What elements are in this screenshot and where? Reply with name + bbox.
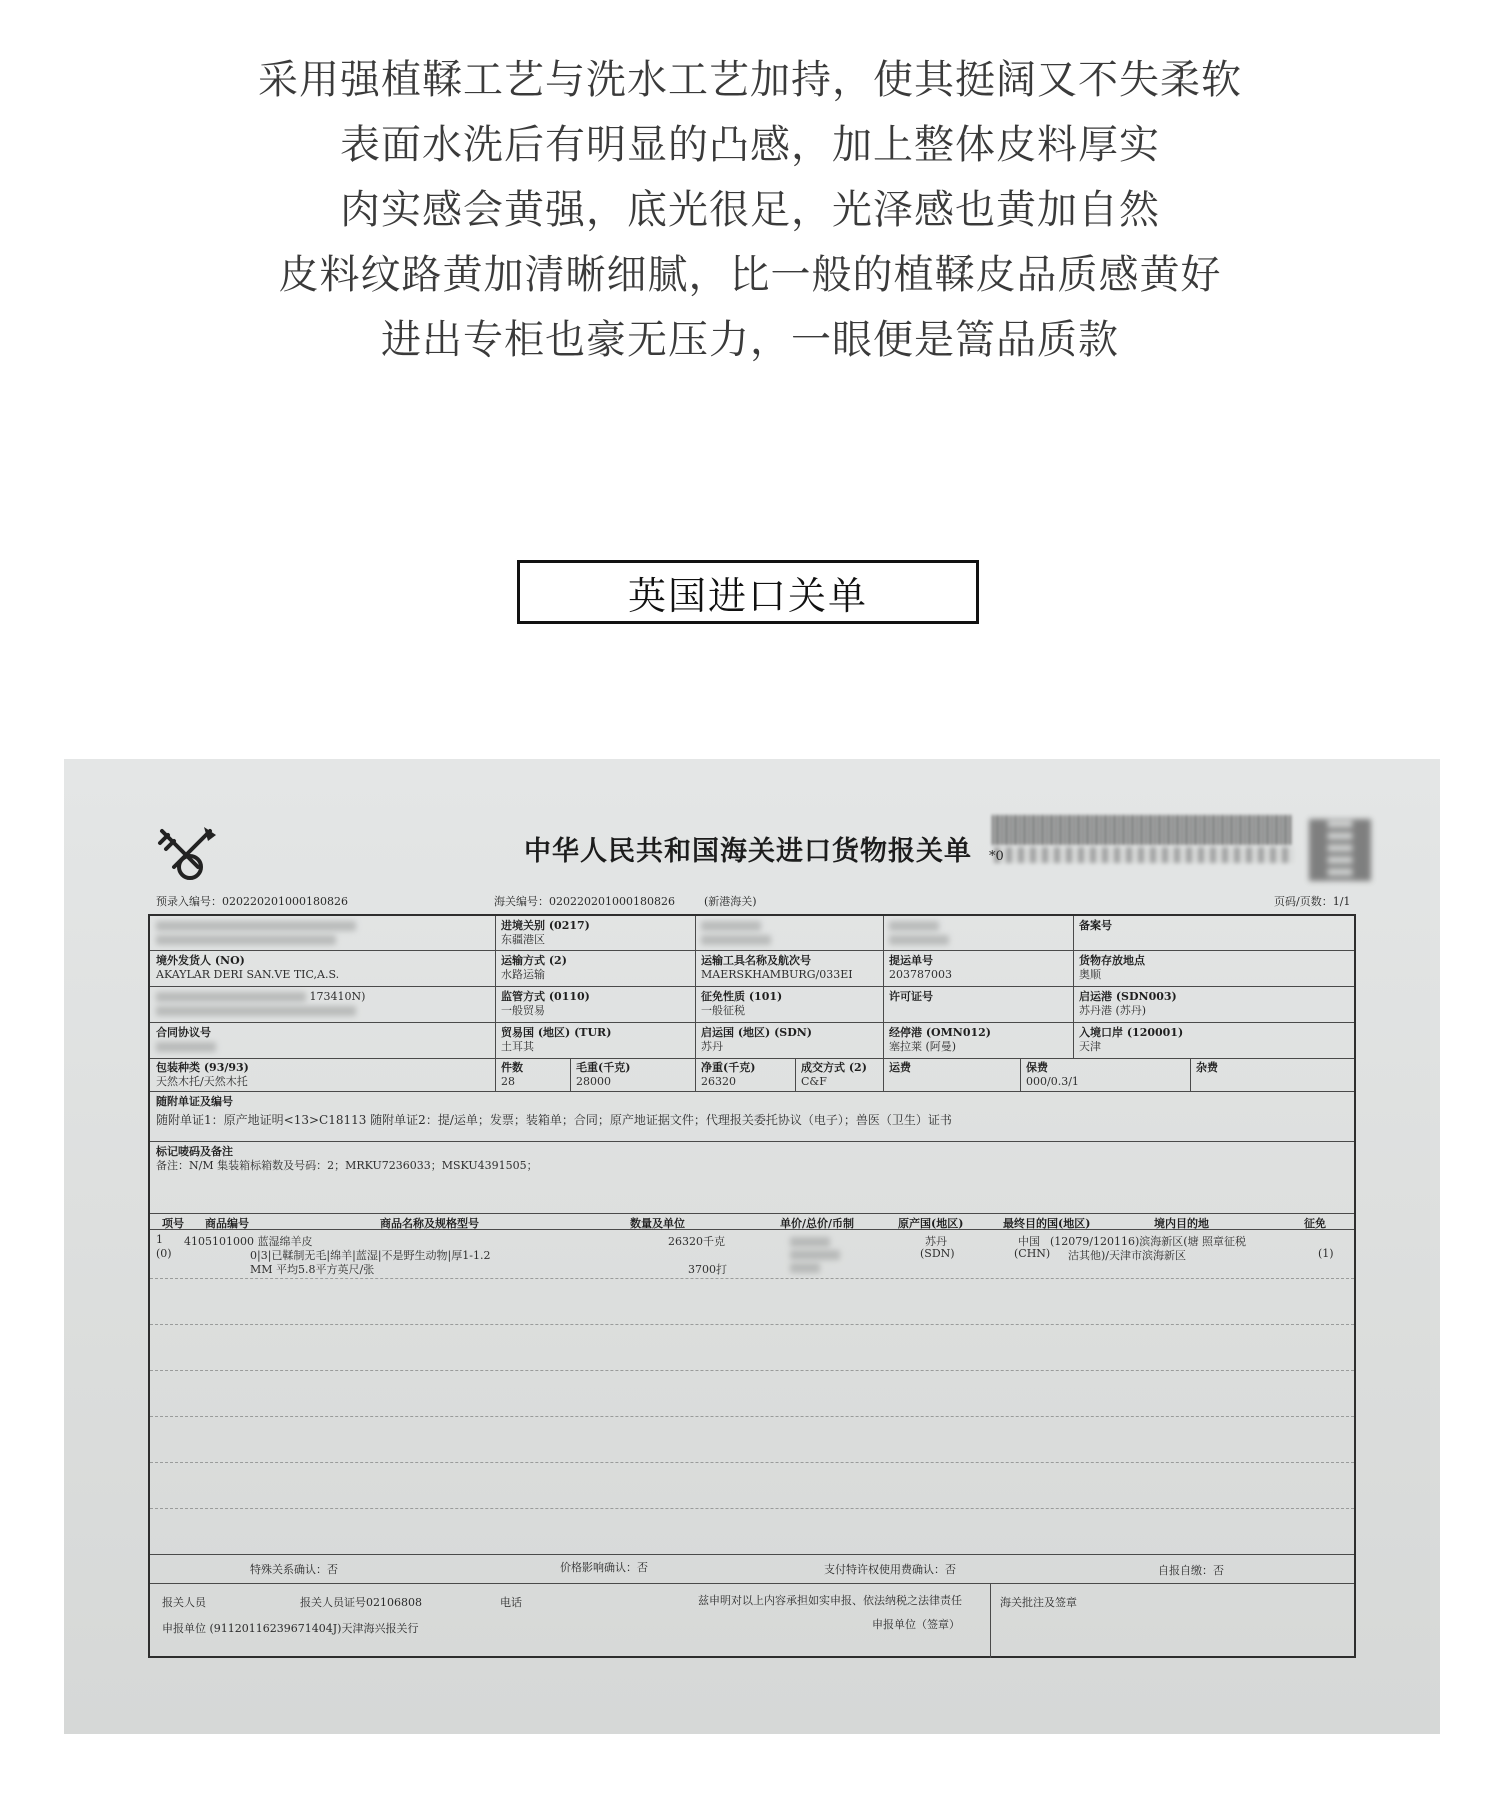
customs-declaration-document xyxy=(64,759,1440,1734)
supervision-mode-cell: 监管方式 (0110) 一般贸易 xyxy=(501,990,590,1017)
header-tax-exemption: 征免 xyxy=(1304,1217,1326,1230)
marks-remarks-cell: 标记唛码及备注 备注：N/M 集装箱标箱数及号码：2；MRKU7236033；MSKU4391505； xyxy=(156,1145,538,1172)
item-domestic-destination-2: 沽其他)/天津市滨海新区 xyxy=(1068,1249,1186,1262)
net-weight-cell: 净重(千克) 26320 xyxy=(701,1061,756,1088)
item-sub-number: (0) xyxy=(156,1247,172,1260)
consumer-unit-cell: 173410N) xyxy=(156,990,365,1018)
entry-port-cell: 入境口岸 (120001) 天津 xyxy=(1079,1026,1184,1053)
header-quantity-unit: 数量及单位 xyxy=(630,1217,685,1230)
customs-approval: 海关批注及签章 xyxy=(1000,1596,1077,1609)
origin-country-cell: 启运国 (地区) (SDN) 苏丹 xyxy=(701,1026,813,1053)
attached-documents-cell: 随附单证及编号 随附单证1：原产地证明<13>C18113 随附单证2：提/运单；发票；装箱单；合同；原产地证据文件；代理报关委托协议（电子）；兽医（卫生）证书 xyxy=(156,1095,952,1127)
deal-mode-cell: 成交方式 (2) C&F xyxy=(801,1061,867,1088)
transit-port-cell: 经停港 (OMN012) 塞拉莱 (阿曼) xyxy=(889,1026,992,1053)
trade-country-cell: 贸易国 (地区) (TUR) 土耳其 xyxy=(501,1026,612,1053)
freight-cell: 运费 xyxy=(889,1061,911,1074)
header-unit-price: 单价/总价/币制 xyxy=(780,1217,855,1230)
insurance-cell: 保费 000/0.3/1 xyxy=(1026,1061,1079,1088)
item-code-name: 4105101000 蓝湿绵羊皮 xyxy=(184,1235,313,1248)
self-declaration: 自报自缴：否 xyxy=(1158,1564,1224,1577)
intro-line: 采用强植鞣工艺与洗水工艺加持，使其挺阔又不失柔软 xyxy=(258,57,1242,103)
qr-code-icon xyxy=(1309,819,1371,881)
item-spec-line1: 0|3|已鞣制无毛|绵羊|蓝湿|不是野生动物|厚1-1.2 xyxy=(250,1249,491,1262)
entry-date-redacted xyxy=(701,919,771,947)
item-destination-code: (CHN) xyxy=(1014,1247,1051,1260)
intro-line: 皮料纹路黄加清晰细腻，比一般的植鞣皮品质感黄好 xyxy=(278,252,1222,298)
entry-customs-cell: 进境关别 (0217) 东疆港区 xyxy=(501,919,590,946)
misc-fee-cell: 杂费 xyxy=(1196,1061,1218,1074)
special-relationship: 特殊关系确认：否 xyxy=(250,1563,338,1576)
item-quantity-kg: 26320千克 xyxy=(668,1235,725,1248)
declaring-unit: 申报单位 (91120116239671404J)天津海兴报关行 xyxy=(162,1622,419,1635)
header-domestic-destination: 境内目的地 xyxy=(1154,1217,1209,1230)
customs-emblem-icon xyxy=(154,821,220,887)
barcode-icon xyxy=(992,815,1292,845)
departure-port-cell: 启运港 (SDN003) 苏丹港 (苏丹) xyxy=(1079,990,1177,1017)
header-origin-country: 原产国(地区) xyxy=(898,1217,964,1230)
header-destination-country: 最终目的国(地区) xyxy=(1003,1217,1091,1230)
item-price-redacted xyxy=(790,1235,840,1274)
declarant-number: 报关人员证号02106808 xyxy=(300,1596,422,1609)
record-number-cell: 备案号 xyxy=(1079,919,1112,932)
package-type-cell: 包装种类 (93/93) 天然木托/天然木托 xyxy=(156,1061,249,1088)
legal-statement: 兹申明对以上内容承担如实申报、依法纳税之法律责任 xyxy=(698,1594,962,1607)
intro-line: 肉实感会黄强，底光很足，光泽感也黄加自然 xyxy=(340,187,1160,233)
item-quantity-dozen: 3700打 xyxy=(688,1263,727,1276)
item-spec-line2: MM 平均5.8平方英尺/张 xyxy=(250,1263,375,1276)
document-title: 中华人民共和国海关进口货物报关单 xyxy=(524,836,972,867)
section-title-box: 英国进口关单 xyxy=(517,560,979,624)
item-origin-country: 苏丹 xyxy=(925,1235,947,1248)
page-indicator: 页码/页数：1/1 xyxy=(1274,895,1351,908)
item-destination-country: 中国 xyxy=(1018,1235,1040,1248)
intro-line: 表面水洗后有明显的凸感，加上整体皮料厚实 xyxy=(340,122,1160,168)
pieces-cell: 件数 28 xyxy=(501,1061,523,1088)
gross-weight-cell: 毛重(千克) 28000 xyxy=(576,1061,631,1088)
intro-line: 进出专柜也豪无压力，一眼便是篙品质款 xyxy=(381,317,1119,363)
customs-declaration-photo xyxy=(64,759,1440,1734)
overseas-consignor-cell: 境外发货人 (NO) AKAYLAR DERI SAN.VE TIC,A.S. xyxy=(156,954,340,981)
transport-mode-cell: 运输方式 (2) 水路运输 xyxy=(501,954,567,981)
barcode-number-redacted xyxy=(994,847,1294,863)
header-commodity-name: 商品名称及规格型号 xyxy=(380,1217,479,1230)
item-tax-code: (1) xyxy=(1318,1247,1334,1260)
contract-number-cell: 合同协议号 xyxy=(156,1026,216,1054)
royalty-payment: 支付特许权使用费确认：否 xyxy=(824,1563,956,1576)
phone-label: 电话 xyxy=(500,1596,522,1609)
intro-paragraph xyxy=(0,48,1500,373)
domestic-consignee-redacted xyxy=(156,919,356,947)
levy-nature-cell: 征免性质 (101) 一般征税 xyxy=(701,990,783,1017)
header-commodity-code: 商品编号 xyxy=(205,1217,249,1230)
declare-date-redacted xyxy=(889,919,949,947)
unit-signature: 申报单位（签章） xyxy=(872,1618,960,1631)
declarant-label: 报关人员 xyxy=(162,1596,206,1609)
license-number-cell: 许可证号 xyxy=(889,990,933,1003)
item-origin-code: (SDN) xyxy=(920,1247,955,1260)
vessel-voyage-cell: 运输工具名称及航次号 MAERSKHAMBURG/033EI xyxy=(701,954,853,981)
bill-of-lading-cell: 提运单号 203787003 xyxy=(889,954,952,981)
item-domestic-destination: (12079/120116)滨海新区(塘 照章征税 xyxy=(1050,1235,1247,1248)
pre-entry-number: 预录入编号：020220201000180826 xyxy=(156,895,348,908)
barcode-prefix: *0 xyxy=(989,849,1004,864)
header-item-no: 项号 xyxy=(162,1217,184,1230)
storage-location-cell: 货物存放地点 奥顺 xyxy=(1079,954,1145,981)
customs-number: 海关编号：020220201000180826 xyxy=(494,895,675,908)
price-effect: 价格影响确认：否 xyxy=(560,1561,648,1574)
declaration-form xyxy=(148,914,1356,1658)
item-number: 1 xyxy=(156,1233,163,1246)
customs-office: (新港海关) xyxy=(704,895,757,908)
